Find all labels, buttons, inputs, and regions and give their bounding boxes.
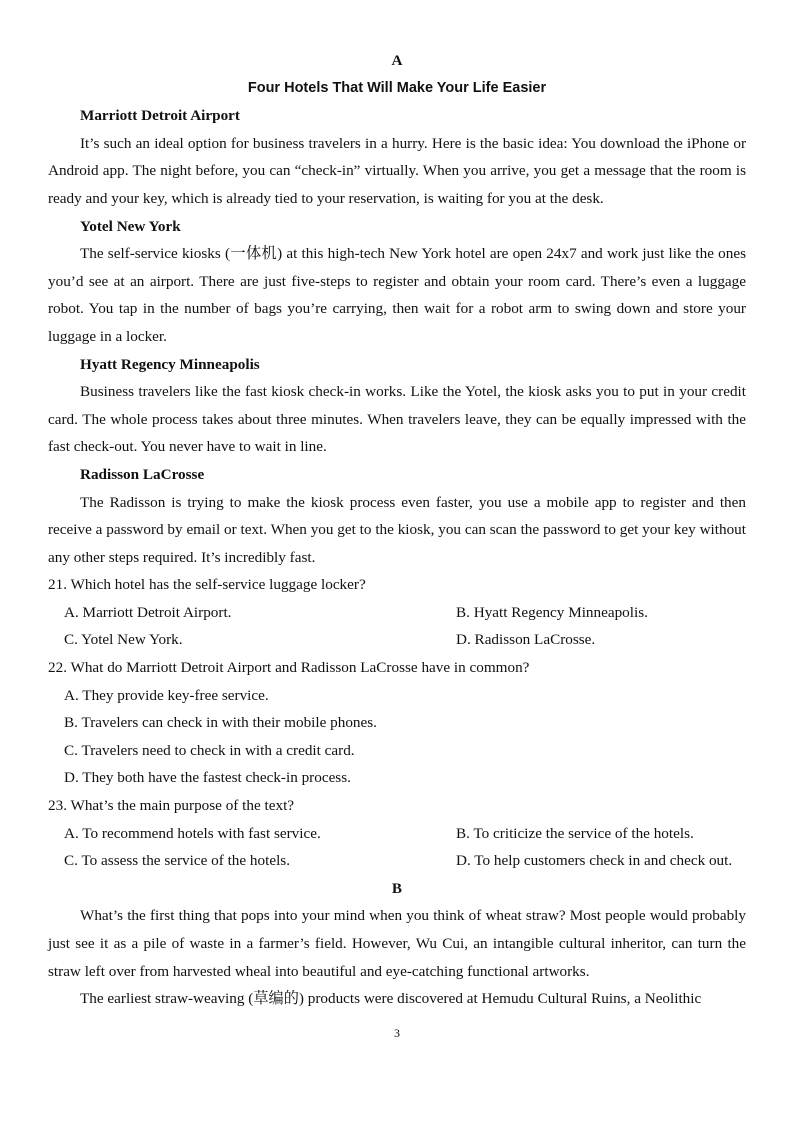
question-22-stem: 22. What do Marriott Detroit Airport and Radisson LaCrosse have in common?	[48, 659, 530, 677]
question-22-option-b: B. Travelers can check in with their mobile phones.	[64, 714, 377, 732]
question-21-options-row-2	[48, 626, 746, 654]
question-21-option-a: A. Marriott Detroit Airport.	[64, 603, 232, 621]
hotel-heading-yotel: Yotel New York	[80, 217, 181, 235]
question-22-option-a: A. They provide key-free service.	[64, 686, 269, 704]
question-23-option-d: D. To help customers check in and check out.	[456, 852, 733, 870]
passage-a-label: A	[391, 52, 403, 69]
hotel-paragraph-marriott: It’s such an ideal option for business travelers in a hurry. Here is the basic idea: You download the iPhone or Android app. The night before, you can “check-in” virtually. When you arrive, you get a message that the room is ready and your key, which is already tied to your reservation, is waiting for you at the desk.	[48, 134, 746, 207]
question-23-option-b: B. To criticize the service of the hotels.	[456, 824, 694, 842]
hotel-heading-marriott: Marriott Detroit Airport	[80, 107, 240, 125]
passage-b-paragraph-2: The earliest straw-weaving (草编的) products were discovered at Hemudu Cultural Ruins, a Neolithic	[80, 990, 702, 1008]
passage-a-title: Four Hotels That Will Make Your Life Easier	[247, 79, 547, 96]
hotel-paragraph-hyatt: Business travelers like the fast kiosk check-in works. Like the Yotel, the kiosk asks you to put in your credit card. The whole process takes about three minutes. When travelers leave, they can be equally impressed with the fast check-out. You never have to wait in line.	[48, 383, 746, 456]
hotel-paragraph-yotel: The self-service kiosks (一体机) at this high-tech New York hotel are open 24x7 and work just like the ones you’d see at an airport. There are just five-steps to register and obtain your room card. There’s even a luggage robot. You tap in the number of bags you’re carrying, then wait for a robot arm to swing down and store your luggage in a locker.	[48, 245, 746, 345]
question-21-option-b: B. Hyatt Regency Minneapolis.	[456, 603, 648, 621]
hotel-heading-hyatt: Hyatt Regency Minneapolis	[80, 355, 260, 373]
question-21-options-row-1	[48, 599, 746, 627]
question-21-option-c: C. Yotel New York.	[64, 631, 183, 649]
question-23-option-a: A. To recommend hotels with fast service.	[64, 824, 321, 842]
passage-b-paragraph-1: What’s the first thing that pops into your mind when you think of wheat straw? Most people would probably just see it as a pile of waste in a farmer’s field. However, Wu Cui, an intangible cultural inheritor, can turn the straw left over from harvested wheal into beautiful and eye-catching functional artworks.	[48, 907, 746, 980]
passage-b-label: B	[391, 879, 403, 897]
question-22-option-c: C. Travelers need to check in with a credit card.	[64, 741, 355, 759]
question-22-option-d: D. They both have the fastest check-in process.	[64, 769, 351, 787]
question-21-stem: 21. Which hotel has the self-service luggage locker?	[48, 576, 366, 594]
hotel-paragraph-radisson: The Radisson is trying to make the kiosk process even faster, you use a mobile app to register and then receive a password by email or text. When you get to the kiosk, you can scan the password to get your key without any other steps required. It’s incredibly fast.	[48, 493, 746, 566]
page-number: 3	[394, 1026, 400, 1040]
question-23-options-row-1	[48, 820, 746, 848]
question-23-option-c: C. To assess the service of the hotels.	[64, 852, 291, 870]
question-23-stem: 23. What’s the main purpose of the text?	[48, 797, 295, 815]
question-23-options-row-2	[48, 847, 746, 875]
question-21-option-d: D. Radisson LaCrosse.	[456, 631, 596, 649]
exam-page	[48, 47, 746, 1013]
hotel-heading-radisson: Radisson LaCrosse	[80, 465, 205, 483]
